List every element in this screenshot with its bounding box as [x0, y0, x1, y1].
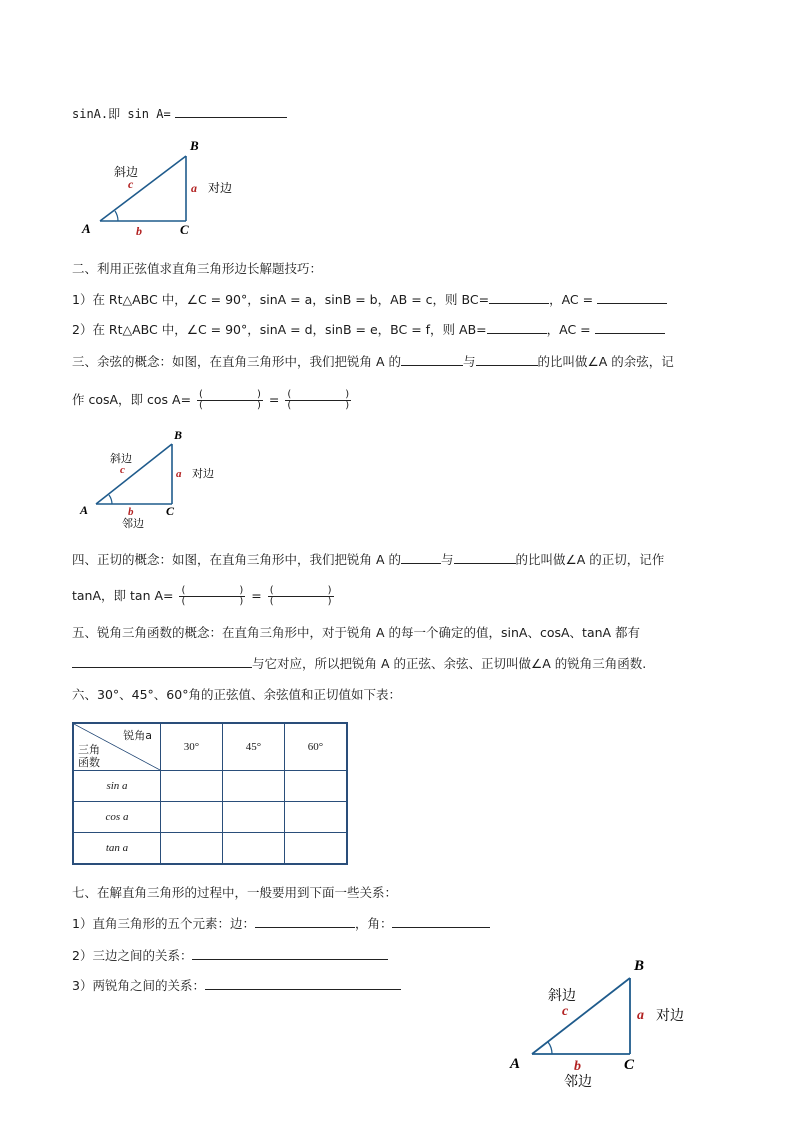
section-3-line-1	[72, 352, 674, 371]
side-c-label: c	[128, 177, 134, 191]
cos-definition-text: 作 cosA，即 cos A=	[72, 392, 192, 407]
table-cell[interactable]	[161, 802, 223, 833]
adjacent-label: 邻边	[122, 517, 144, 530]
vertex-a-label: A	[82, 221, 91, 236]
section-7-item-1-text: 1）直角三角形的五个元素：边：	[72, 916, 255, 931]
tan-fraction-2[interactable]: $\frac{( )}{( )}$	[269, 585, 332, 607]
hypotenuse-label: 斜边	[548, 988, 576, 1004]
ac-blank[interactable]	[597, 290, 667, 304]
vertex-a-label: A	[80, 503, 89, 517]
opposite-label: 对边	[208, 181, 233, 195]
side-b-label: b	[136, 224, 142, 238]
adjacent-label: 邻边	[564, 1074, 592, 1090]
equals-sign: =	[251, 588, 262, 603]
table-cell[interactable]	[223, 802, 285, 833]
angles-blank[interactable]	[392, 914, 490, 928]
section-2-title: 二、利用正弦值求直角三角形边长解题技巧：	[72, 261, 323, 276]
sin-definition-line	[72, 104, 287, 123]
hypotenuse-label: 斜边	[114, 165, 139, 179]
table-cell[interactable]	[285, 771, 348, 802]
side-a-label: a	[637, 1008, 644, 1023]
tan-fraction-1[interactable]: $\frac{( )}{( )}$	[181, 585, 244, 607]
section-2-item-1-text: 1）在 Rt△ABC 中，∠C = 90°，sinA = a，sinB = b，AB = c，则 BC=	[72, 292, 490, 307]
vertex-c-label: C	[180, 222, 189, 237]
side-a-label: a	[191, 181, 197, 195]
sides-relation-blank[interactable]	[192, 946, 388, 960]
cos-blank-2[interactable]	[476, 352, 538, 366]
col-header-45: 45°	[223, 723, 285, 771]
tan-definition-text: tanA，即 tan A=	[72, 588, 174, 603]
table-cell[interactable]	[285, 802, 348, 833]
section-4-part-1: 四、正切的概念：如图，在直角三角形中，我们把锐角 A 的	[72, 552, 401, 567]
corner-bottom-label-2: 函数	[78, 756, 100, 769]
vertex-c-label: C	[166, 504, 175, 518]
cos-fraction-2[interactable]: $\frac{( )}{( )}$	[287, 389, 350, 411]
section-6-title: 六、30°、45°、60°角的正弦值、余弦值和正切值如下表：	[72, 687, 401, 702]
hypotenuse-label: 斜边	[110, 452, 132, 465]
section-4-part-3: 的比叫做∠A 的正切，记作	[515, 552, 665, 567]
side-b-label: b	[574, 1059, 581, 1074]
trig-values-table	[72, 722, 348, 865]
section-7-item-3	[72, 976, 401, 995]
section-3-line-2	[72, 390, 353, 411]
corner-top-label: 锐角a	[123, 729, 152, 742]
col-header-60: 60°	[285, 723, 348, 771]
triangle-figure-1	[72, 132, 272, 242]
table-cell[interactable]	[161, 833, 223, 865]
vertex-a-label: A	[510, 1056, 521, 1072]
table-corner-cell	[73, 723, 161, 771]
section-4-line-1	[72, 550, 664, 569]
tan-blank-2[interactable]	[454, 550, 516, 564]
vertex-c-label: C	[624, 1057, 635, 1073]
table-cell[interactable]	[161, 771, 223, 802]
opposite-label: 对边	[656, 1008, 684, 1024]
cos-fraction-1[interactable]: $\frac{( )}{( )}$	[199, 389, 261, 411]
side-b-label: b	[128, 506, 134, 518]
section-2-item-2-tail: ，AC =	[546, 322, 591, 337]
angles-relation-blank[interactable]	[205, 976, 401, 990]
section-3-part-1: 三、余弦的概念：如图，在直角三角形中，我们把锐角 A 的	[72, 354, 401, 369]
vertex-b-label: B	[190, 138, 199, 153]
table-row	[73, 771, 347, 802]
ab-blank[interactable]	[487, 320, 547, 334]
ac-blank-2[interactable]	[595, 320, 665, 334]
section-7-item-3-text: 3）两锐角之间的关系：	[72, 978, 205, 993]
table-cell[interactable]	[285, 833, 348, 865]
table-row	[73, 833, 347, 865]
vertex-b-label: B	[174, 428, 183, 442]
section-7-item-1-mid: ，角：	[354, 916, 393, 931]
section-3-part-2: 与	[463, 354, 476, 369]
col-header-30: 30°	[161, 723, 223, 771]
section-2-item-1	[72, 290, 667, 309]
corner-bottom-label-1: 三角	[78, 743, 100, 756]
sides-blank[interactable]	[255, 914, 355, 928]
table-cell[interactable]	[223, 833, 285, 865]
section-7-item-1	[72, 914, 490, 933]
bc-blank[interactable]	[489, 290, 549, 304]
triangle-figure-3	[500, 950, 720, 1100]
vertex-b-label: B	[634, 958, 645, 974]
section-3-part-3: 的比叫做∠A 的余弦，记	[537, 354, 674, 369]
side-c-label: c	[120, 464, 125, 476]
section-4-line-2	[72, 586, 336, 607]
side-a-label: a	[176, 468, 182, 480]
section-7-title: 七、在解直角三角形的过程中，一般要用到下面一些关系：	[72, 885, 398, 900]
tan-blank-1[interactable]	[401, 550, 441, 564]
section-2-item-2	[72, 320, 665, 339]
triangle-figure-2	[72, 424, 242, 534]
section-5-line-2	[72, 654, 646, 673]
section-5-line-2-text: 与它对应，所以把锐角 A 的正弦、余弦、正切叫做∠A 的锐角三角函数.	[252, 656, 647, 671]
answer-blank[interactable]	[175, 104, 287, 118]
side-c-label: c	[562, 1004, 569, 1019]
table-cell[interactable]	[223, 771, 285, 802]
section-2-item-2-text: 2）在 Rt△ABC 中，∠C = 90°，sinA = d，sinB = e，BC = f，则 AB=	[72, 322, 487, 337]
cos-blank-1[interactable]	[401, 352, 463, 366]
sin-definition-text: sinA.即 sin A=	[72, 107, 171, 121]
section-4-part-2: 与	[441, 552, 454, 567]
section-7-item-2	[72, 946, 388, 965]
row-header-cos: cos a	[73, 802, 161, 833]
opposite-label: 对边	[192, 467, 214, 480]
function-blank[interactable]	[72, 654, 252, 668]
section-2-item-1-tail: ，AC =	[549, 292, 594, 307]
section-7-item-2-text: 2）三边之间的关系：	[72, 948, 193, 963]
row-header-tan: tan a	[73, 833, 161, 865]
section-5-line-1: 五、锐角三角函数的概念：在直角三角形中，对于锐角 A 的每一个确定的值，sinA、cosA、tanA 都有	[72, 625, 641, 640]
row-header-sin: sin a	[73, 771, 161, 802]
table-row	[73, 802, 347, 833]
equals-sign: =	[268, 392, 280, 407]
